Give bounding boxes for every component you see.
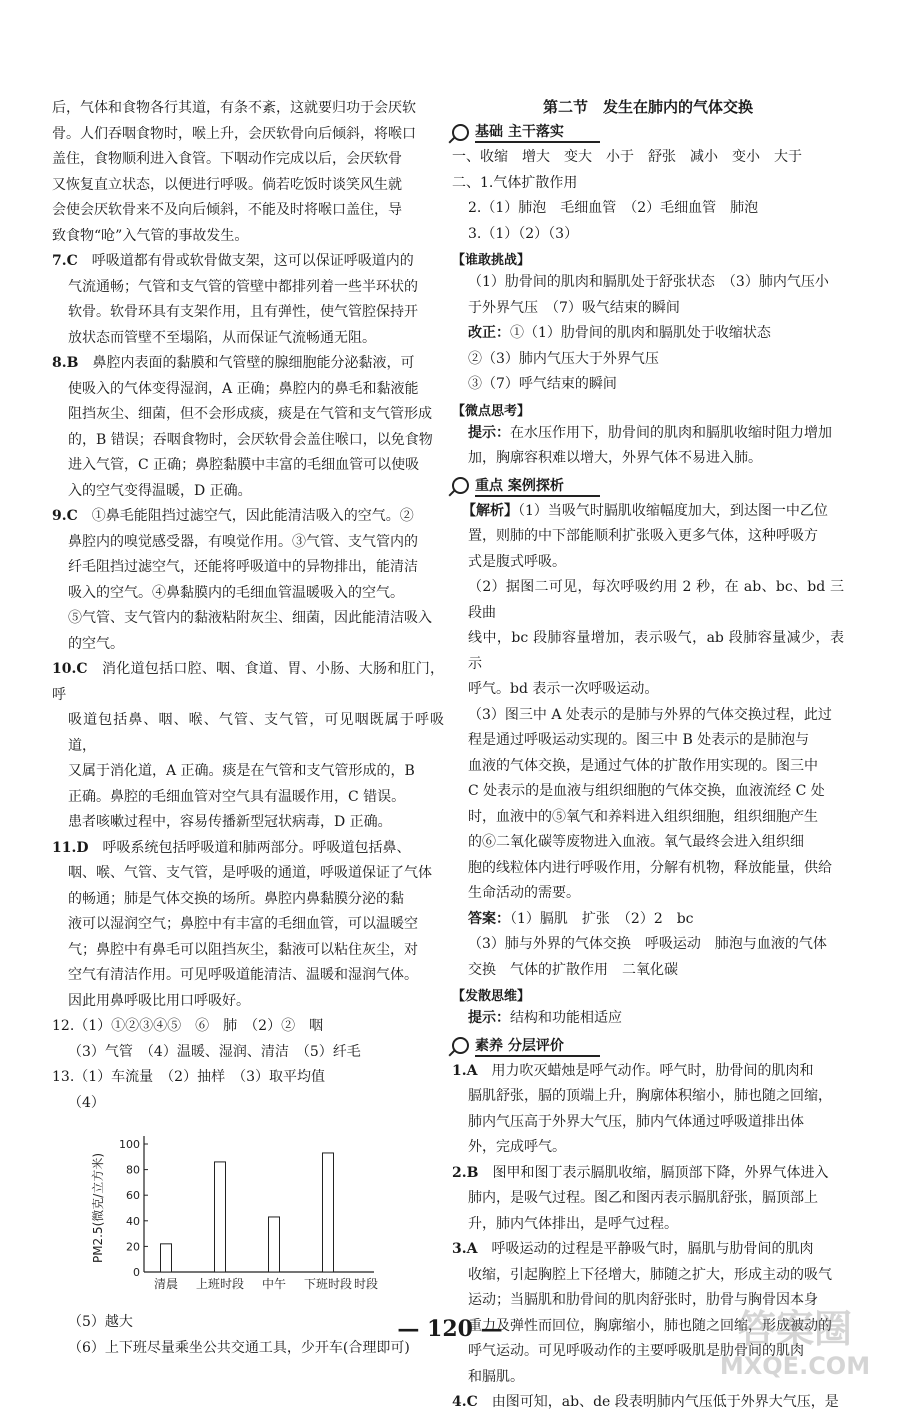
text-line: 程是通过呼吸运动实现的。图三中 B 处表示的是肺泡与 xyxy=(468,732,810,748)
y-tick-label: 0 xyxy=(133,1266,140,1279)
pm25-bar-chart xyxy=(82,1122,444,1306)
eval-answer-1 xyxy=(452,1059,844,1161)
text-line: 使吸入的气体变得湿润，A 正确；鼻腔内的鼻毛和黏液能 xyxy=(68,380,419,397)
text-line: （3）肺与外界的气体交换 呼吸运动 肺泡与血液的气体 xyxy=(468,936,827,952)
section-banner-cases xyxy=(452,475,844,497)
text-line: 重力及弹性而回位，胸廓缩小，肺也随之回缩，形成被动的 xyxy=(468,1317,832,1334)
text-line: 致食物“呛”入气管的事故发生。 xyxy=(52,227,249,244)
text-line: 生命活动的需要。 xyxy=(468,885,580,901)
text-line: （1）膈肌 扩张 （2）2 bc xyxy=(510,910,694,927)
tip-label: 提示： xyxy=(468,1010,510,1026)
text-line: 会使会厌软骨来不及向后倾斜，不能及时将喉口盖住，导 xyxy=(52,202,402,218)
text-line: 的空气。 xyxy=(68,635,124,652)
answer-9 xyxy=(52,504,444,657)
banner-label: 素养 分层评价 xyxy=(475,1035,600,1057)
answer-7 xyxy=(52,249,444,351)
text-line: 吸道包括鼻、咽、喉、气管、支气管，可见咽既属于呼吸道， xyxy=(68,712,444,754)
text-line: 空气有清洁作用。可见呼吸道能清洁、温暖和湿润气体。 xyxy=(68,967,418,983)
text-line: （3）图三中 A 处表示的是肺与外界的气体交换过程，此过 xyxy=(468,706,832,723)
answer-number: 3.A xyxy=(452,1241,478,1257)
text-line: 膈肌舒张，膈的顶端上升，胸廓体积缩小，肺也随之回缩， xyxy=(468,1088,832,1104)
text-line: （1）肋骨间的肌肉和膈肌处于舒张状态 （3）肺内气压小 xyxy=(468,274,829,290)
bar xyxy=(161,1244,172,1272)
answer-number: 1.A xyxy=(452,1062,478,1079)
text-line: 肺内，是吸气过程。图乙和图丙表示膈肌舒张，膈顶部上 xyxy=(468,1190,818,1206)
x-tick-label: 下班时段 xyxy=(303,1277,353,1291)
section-title: 第二节 发生在肺内的气体交换 xyxy=(542,98,753,116)
answer-number: 9.C xyxy=(52,508,78,524)
answer-number: 7.C xyxy=(52,253,78,269)
text-line: 由图可知，ab、de 段表明肺内气压低于外界大气压，是 xyxy=(491,1394,839,1410)
text-line: 血液的气体交换，是通过气体的扩散作用实现的。图三中 xyxy=(468,757,818,774)
text-line: 交换 气体的扩散作用 二氧化碳 xyxy=(468,961,678,978)
answer-number: 2.B xyxy=(452,1164,479,1181)
y-tick-label: 40 xyxy=(126,1214,140,1228)
text-line: ①（1）肋骨间的肌肉和膈肌处于收缩状态 xyxy=(510,325,771,341)
banner-label: 基础 主干落实 xyxy=(475,121,600,143)
text-line: 阻挡灰尘、细菌，但不会形成痰，痰是在气管和支气管形成 xyxy=(68,406,432,422)
y-tick-label: 60 xyxy=(126,1189,140,1203)
text-line: （2）据图二可见，每次呼吸约用 2 秒，在 ab、bc、bd 三段曲 xyxy=(468,579,844,621)
text-line: 又恢复直立状态，以便进行呼吸。倘若吃饭时谈笑风生就 xyxy=(52,176,402,193)
text-line: 图甲和图丁表示膈肌收缩，膈顶部下降，外界气体进入 xyxy=(492,1164,829,1181)
text-line: 消化道包括口腔、咽、食道、胃、小肠、大肠和肛门，呼 xyxy=(52,661,445,703)
text-line: 在水压作用下，肋骨间的肌肉和膈肌收缩时阻力增加 xyxy=(510,424,832,441)
text-line: 胞的线粒体内进行呼吸作用，分解有机物，释放能量，供给 xyxy=(468,859,832,876)
think-heading: 【微点思考】 xyxy=(452,403,531,419)
text-line: 因此用鼻呼吸比用口呼吸好。 xyxy=(68,992,250,1009)
text-line: 呼气运动。可见呼吸动作的主要呼吸肌是肋骨间的肌肉 xyxy=(468,1343,804,1359)
answer-8 xyxy=(52,351,444,504)
text-line: 呼吸运动的过程是平静吸气时，膈肌与肋骨间的肌肉 xyxy=(491,1241,814,1257)
bar xyxy=(323,1153,334,1272)
text-line: （4） xyxy=(68,1094,105,1111)
x-axis-label: 时段 xyxy=(353,1277,379,1291)
text-line: 的畅通；肺是气体交换的场所。鼻腔内鼻黏膜分泌的黏 xyxy=(68,890,404,907)
left-column xyxy=(52,96,444,1361)
text-line: 收缩，引起胸腔上下径增大，肺随之扩大，形成主动的吸气 xyxy=(468,1266,832,1283)
text-line: 于外界气压 （7）吸气结束的瞬间 xyxy=(468,299,680,316)
text-line: 液可以湿润空气；鼻腔中有丰富的毛细血管，可以温暖空 xyxy=(68,916,418,932)
answer-label: 答案： xyxy=(468,910,510,927)
y-tick-label: 80 xyxy=(126,1163,140,1177)
text-line: 肺内气压高于外界大气压，肺内气体通过呼吸道排出体 xyxy=(468,1113,804,1130)
answer-number: 4.C xyxy=(452,1394,478,1410)
x-tick-label: 中午 xyxy=(261,1277,287,1291)
text-line: 用力吹灭蜡烛是呼气动作。呼气时，肋骨间的肌肉和 xyxy=(491,1062,814,1079)
text-line: 二、1.气体扩散作用 xyxy=(452,174,578,191)
eval-answer-4 xyxy=(452,1390,844,1416)
diverge-heading: 【发散思维】 xyxy=(452,989,531,1004)
right-column xyxy=(452,96,844,1416)
text-line: 后，气体和食物各行其道，有条不紊，这就要归功于会厌软 xyxy=(52,100,416,116)
text-line: 呼气。bd 表示一次呼吸运动。 xyxy=(468,681,659,697)
text-line: 和膈肌。 xyxy=(468,1368,524,1385)
section-banner-basics xyxy=(452,121,844,143)
text-line: 又属于消化道，A 正确。痰是在气管和支气管形成的，B xyxy=(68,763,415,779)
text-line: ②（3）肺内气压大于外界气压 xyxy=(468,350,659,367)
answer-number: 11.D xyxy=(52,839,89,856)
text-line: 鼻腔内表面的黏膜和气管壁的腺细胞能分泌黏液，可 xyxy=(92,355,415,371)
answer-10 xyxy=(52,657,444,836)
text-line: （3）气管 （4）温暖、湿润、清洁 （5）纤毛 xyxy=(68,1043,361,1060)
eval-answer-2 xyxy=(452,1161,844,1238)
text-line: 盖住，食物顺利进入食管。下咽动作完成以后，会厌软骨 xyxy=(52,151,402,167)
text-line: ⑤气管、支气管内的黏液粘附灰尘、细菌，因此能清洁吸入 xyxy=(68,610,432,626)
x-tick-label: 清晨 xyxy=(153,1277,179,1291)
text-line: 线中，bc 段肺容量增加，表示吸气，ab 段肺容量减少，表示 xyxy=(468,630,844,672)
analysis-label: 【解析】 xyxy=(462,502,518,519)
text-line: 吸入的空气。④鼻黏膜内的毛细血管温暖吸入的空气。 xyxy=(68,584,404,601)
text-line: 结构和功能相适应 xyxy=(510,1010,622,1026)
text-line: （1）当吸气时膈肌收缩幅度加大，到达图一中乙位 xyxy=(518,502,828,519)
text-line: 呼吸系统包括呼吸道和肺两部分。呼吸道包括鼻、 xyxy=(102,839,411,856)
bar xyxy=(215,1162,226,1272)
text-line: 运动；当膈肌和肋骨间的肌肉舒张时，肋骨与胸骨因本身 xyxy=(468,1292,818,1308)
text-line: 时，血液中的⑤氧气和养料进入组织细胞，组织细胞产生 xyxy=(468,808,818,825)
watermark-text: 答案圈 xyxy=(737,1307,853,1351)
magnifier-icon xyxy=(452,477,469,494)
watermark-logo xyxy=(700,1300,890,1380)
text-line: ①鼻毛能阻挡过滤空气，因此能清洁吸入的空气。② xyxy=(91,508,414,524)
text-line: （5）越大 xyxy=(68,1314,133,1330)
text-line: 放状态而管壁不至塌陷，从而保证气流畅通无阻。 xyxy=(68,329,376,346)
text-line: 升，肺内气体排出，是呼气过程。 xyxy=(468,1215,678,1232)
text-line: ③（7）呼气结束的瞬间 xyxy=(468,376,617,392)
chart-svg xyxy=(82,1122,382,1302)
magnifier-icon xyxy=(452,124,469,141)
text-line: 咽、喉、气管、支气管，是呼吸的通道，呼吸道保证了气体 xyxy=(68,865,432,881)
x-tick-label: 上班时段 xyxy=(195,1277,245,1291)
section-banner-evaluation xyxy=(452,1035,844,1057)
text-line: 进入气管，C 正确；鼻腔黏膜中丰富的毛细血管可以使吸 xyxy=(68,457,420,473)
challenge-heading: 【谁敢挑战】 xyxy=(452,253,531,268)
answer-12 xyxy=(52,1014,444,1065)
text-line: （6）上下班尽量乘坐公共交通工具，少开车(合理即可) xyxy=(68,1339,410,1356)
y-tick-label: 20 xyxy=(126,1240,140,1254)
tip-label: 提示： xyxy=(468,424,510,441)
magnifier-icon xyxy=(452,1037,469,1054)
text-line: 13.（1）车流量 （2）抽样 （3）取平均值 xyxy=(52,1069,325,1085)
banner-label: 重点 案例探析 xyxy=(475,475,600,497)
watermark-site: MXQE.COM xyxy=(719,1352,871,1380)
fix-label: 改正： xyxy=(468,325,510,341)
text-line: 的，B 错误；吞咽食物时，会厌软骨会盖住喉口，以免食物 xyxy=(68,431,433,448)
text-line: C 处表示的是血液与组织细胞的气体交换，血液流经 C 处 xyxy=(468,783,825,799)
y-tick-label: 100 xyxy=(119,1138,140,1151)
bar xyxy=(269,1217,280,1272)
answer-number: 10.C xyxy=(52,661,88,677)
y-axis-label: PM2.5(微克/立方米) xyxy=(91,1152,105,1264)
text-line: 的⑥二氧化碳等废物进入血液。氧气最终会进入组织细 xyxy=(468,834,804,850)
answer-11 xyxy=(52,836,444,1015)
text-line: 置，则肺的中下部能顺利扩张吸入更多气体，这种呼吸方 xyxy=(468,528,818,544)
page-number: — 120 — xyxy=(397,1316,503,1342)
text-line: 12.（1）①②③④⑤ ⑥ 肺 （2）② 咽 xyxy=(52,1018,324,1034)
text-line: 3.（1）（2）（3） xyxy=(468,225,579,242)
text-line: 入的空气变得温暖，D 正确。 xyxy=(68,482,252,499)
text-line: 纤毛阻挡过滤空气，还能将呼吸道中的异物排出，能清洁 xyxy=(68,559,418,575)
text-line: 鼻腔内的嗅觉感受器，有嗅觉作用。③气管、支气管内的 xyxy=(68,533,418,550)
text-line: 软骨。软骨环具有支架作用，且有弹性，使气管腔保持开 xyxy=(68,304,418,320)
text-line: 骨。人们吞咽食物时，喉上升，会厌软骨向后倾斜，将喉口 xyxy=(52,125,416,142)
text-line: 式是腹式呼吸。 xyxy=(468,553,566,570)
text-line: 外，完成呼气。 xyxy=(468,1139,566,1155)
continuation-paragraph xyxy=(52,96,444,249)
text-line: 一、收缩 增大 变大 小于 舒张 减小 变小 大于 xyxy=(452,149,802,165)
text-line: 患者咳嗽过程中，容易传播新型冠状病毒，D 正确。 xyxy=(68,814,392,830)
text-line: 加，胸廓容积难以增大，外界气体不易进入肺。 xyxy=(468,450,762,466)
text-line: 呼吸道都有骨或软骨做支架，这可以保证呼吸道内的 xyxy=(91,253,414,269)
answer-number: 8.B xyxy=(52,355,79,371)
text-line: 2.（1）肺泡 毛细血管 （2）毛细血管 肺泡 xyxy=(468,200,759,216)
text-line: 正确。鼻腔的毛细血管对空气具有温暖作用，C 错误。 xyxy=(68,788,406,805)
text-line: 气流通畅；气管和支气管的管壁中都排列着一些半环状的 xyxy=(68,278,418,295)
text-line: 气；鼻腔中有鼻毛可以阻挡灰尘，黏液可以粘住灰尘，对 xyxy=(68,941,418,958)
